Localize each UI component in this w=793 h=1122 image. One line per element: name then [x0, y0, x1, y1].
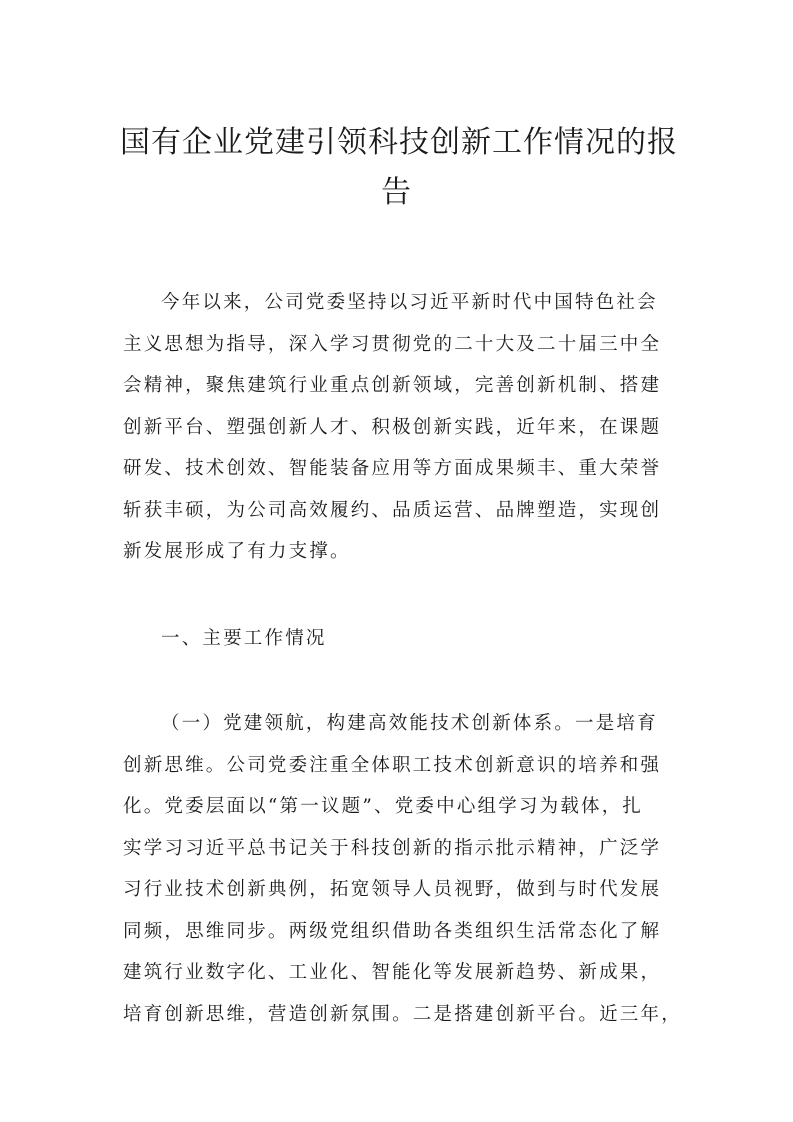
paragraph-line: 创新思维。公司党委注重全体职工技术创新意识的培养和强 — [123, 754, 662, 776]
intro-paragraph — [123, 282, 675, 573]
title-line: 国有企业党建引领科技创新工作情况的报 — [120, 125, 678, 160]
paragraph-line: （一）党建领航，构建高效能技术创新体系。一是培育 — [161, 713, 658, 734]
paragraph-line: 会精神，聚焦建筑行业重点创新领域，完善创新机制、搭建 — [123, 375, 662, 396]
paragraph-line: 今年以来，公司党委坚持以习近平新时代中国特色社会 — [161, 292, 658, 313]
paragraph-line: 建筑行业数字化、工业化、智能化等发展新趋势、新成果， — [123, 962, 662, 983]
title-line: 告 — [381, 175, 412, 210]
paragraph-line: 斩获丰硕，为公司高效履约、品质运营、品牌塑造，实现创 — [123, 499, 662, 521]
paragraph-line: 实学习习近平总书记关于科技创新的指示批示精神，广泛学 — [123, 837, 662, 859]
paragraph-line: 培育创新思维，营造创新氛围。二是搭建创新平台。近三年， — [123, 1003, 682, 1025]
section-paragraph — [123, 703, 682, 1035]
paragraph-line: 习行业技术创新典例，拓宽领导人员视野，做到与时代发展 — [123, 879, 662, 900]
paragraph-line: 研发、技术创效、智能装备应用等方面成果频丰、重大荣誉 — [123, 458, 662, 479]
document-title — [120, 118, 678, 218]
paragraph-line: 创新平台、塑强创新人才、积极创新实践，近年来，在课题 — [123, 416, 662, 438]
paragraph-line: 新发展形成了有力支撑。 — [123, 541, 351, 562]
paragraph-line: 主义思想为指导，深入学习贯彻党的二十大及二十届三中全 — [123, 333, 662, 355]
section-heading — [123, 618, 675, 660]
paragraph-line: 化。党委层面以“第一议题”、党委中心组学习为载体，扎 — [123, 796, 644, 817]
paragraph-line: 同频，思维同步。两级党组织借助各类组织生活常态化了解 — [123, 920, 662, 942]
section-heading-text: 一、主要工作情况 — [161, 628, 327, 649]
